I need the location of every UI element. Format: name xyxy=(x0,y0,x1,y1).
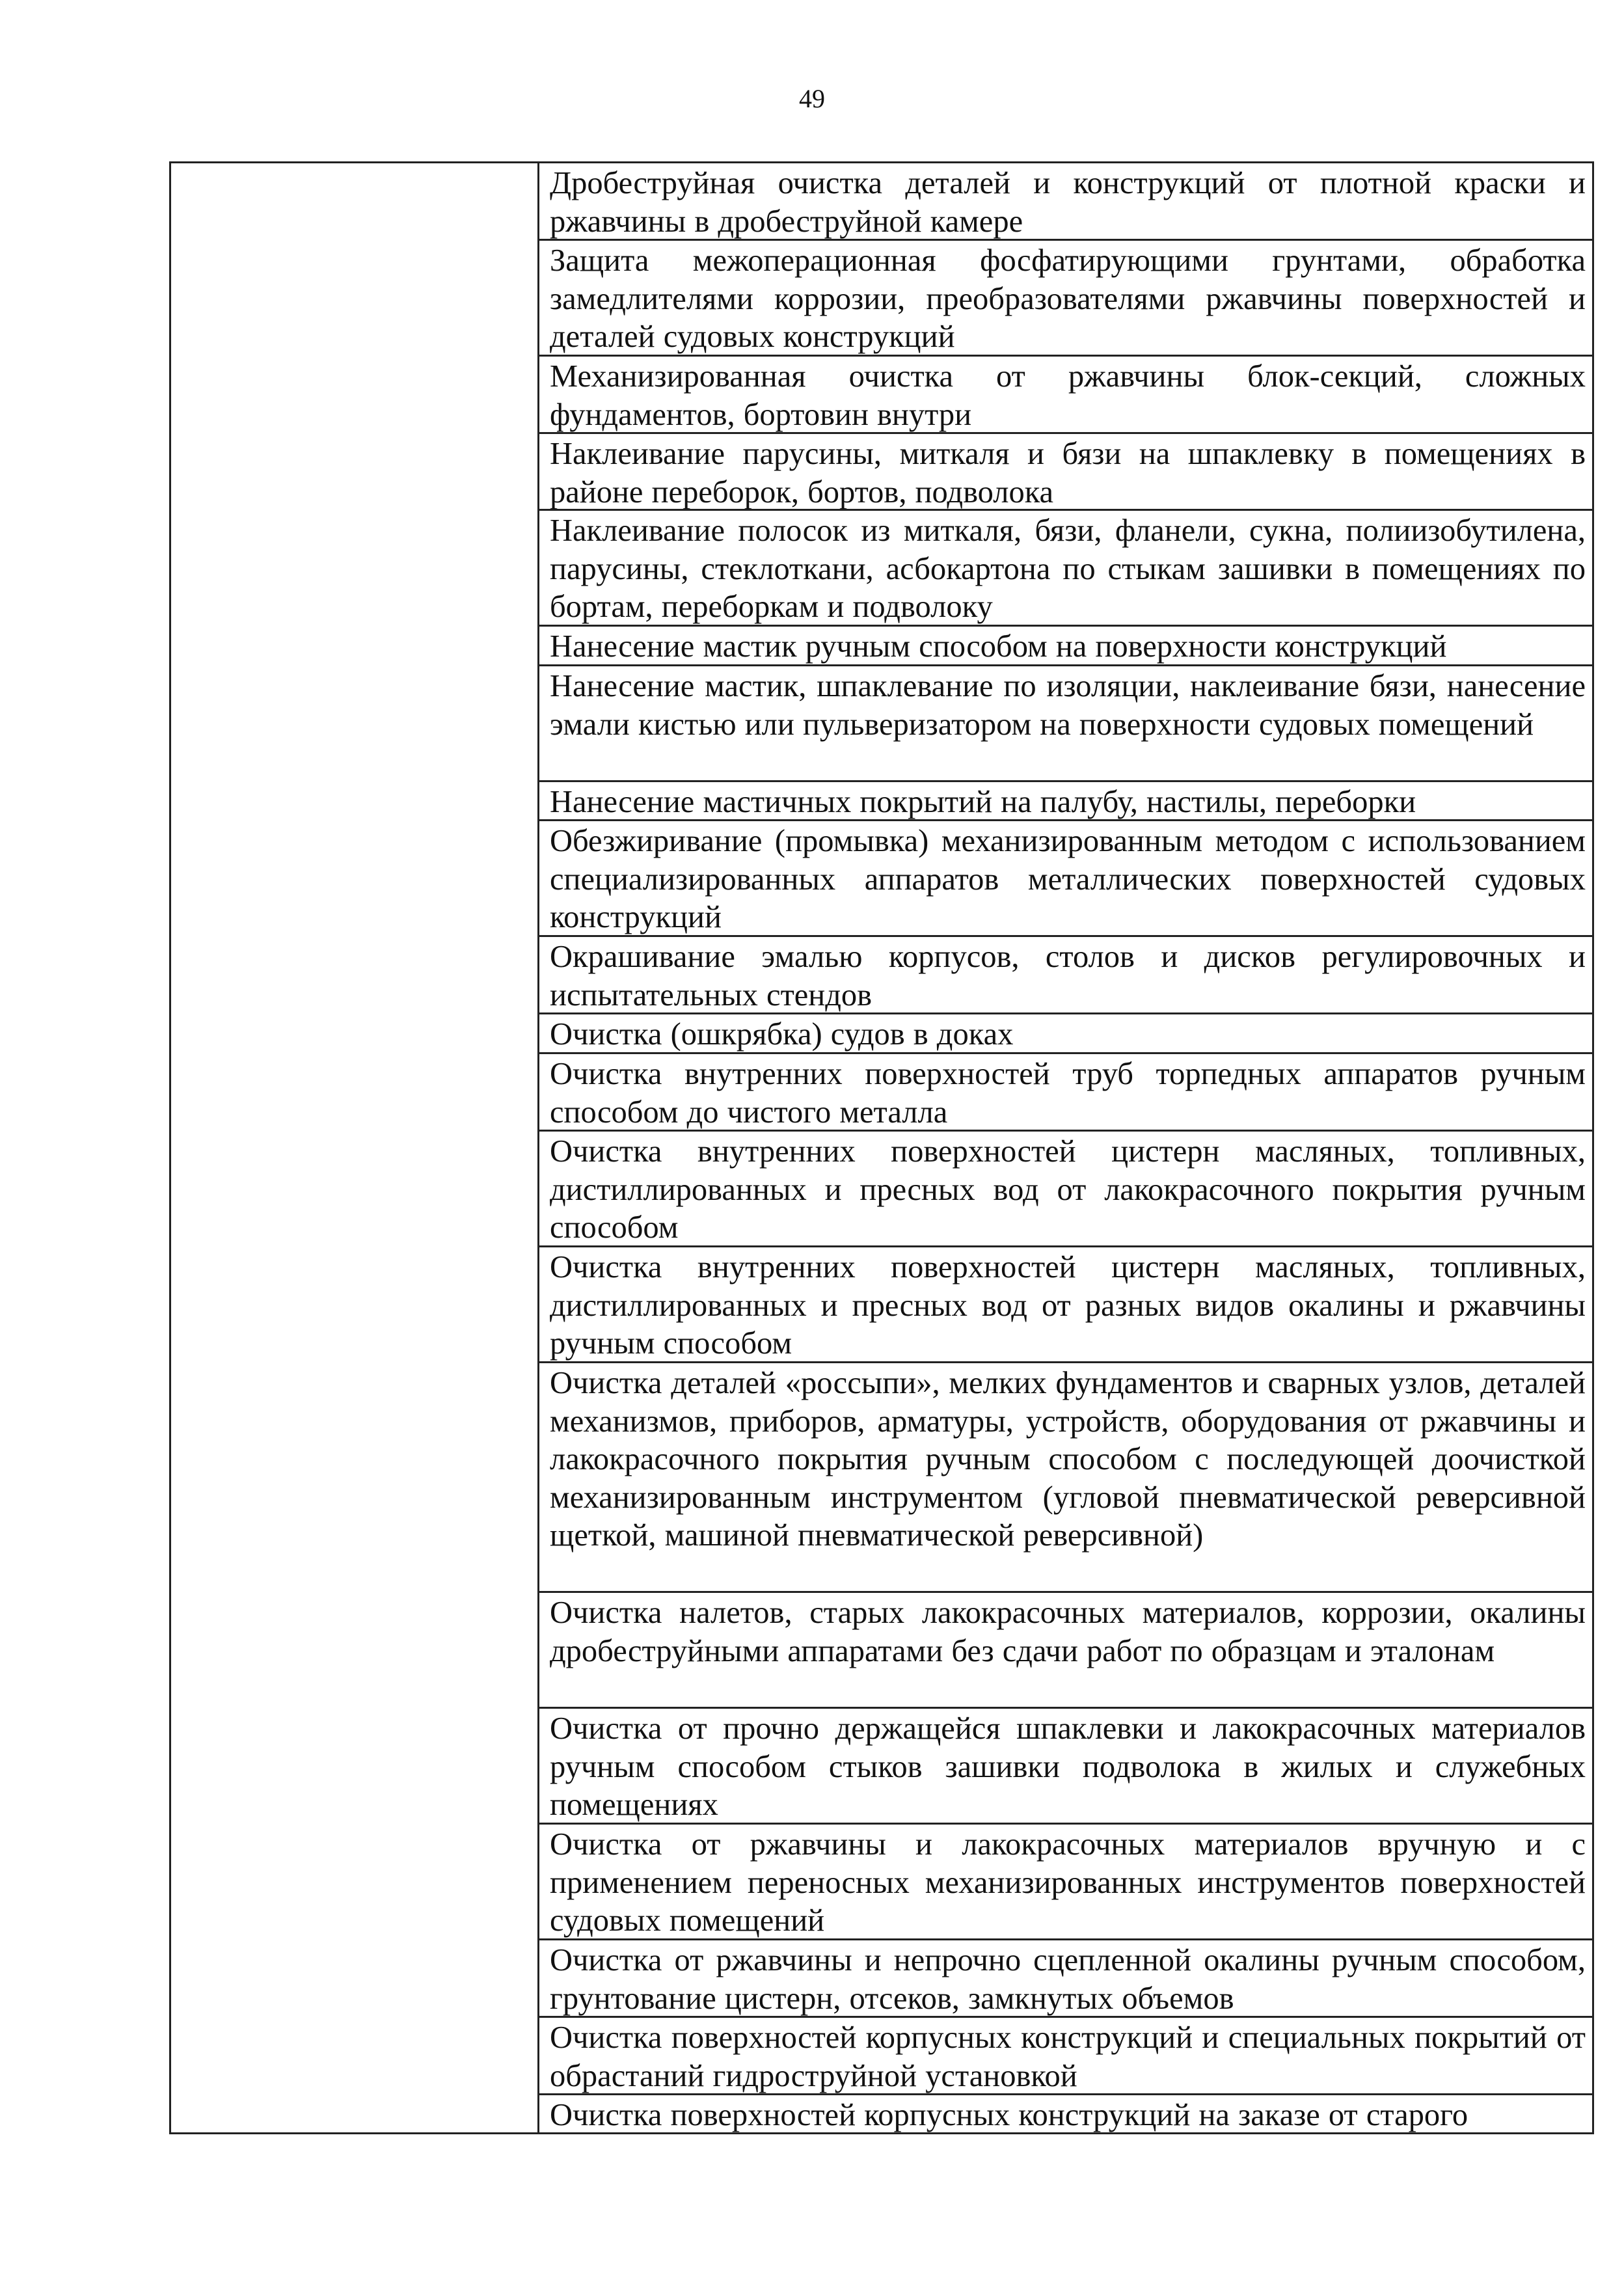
work-item-text: Нанесение мастик ручным способом на поверхности конструкций xyxy=(550,629,1447,664)
page-number: 49 xyxy=(799,84,825,113)
left-column-cell xyxy=(170,163,539,2134)
work-item-text: Очистка внутренних поверхностей труб торпедных аппаратов ручным способом до чистого металла xyxy=(550,1057,1586,1130)
work-item-text: Очистка от ржавчины и непрочно сцепленной окалины ручным способом, грунтование цистерн, отсеков, замкнутых объемов xyxy=(550,1943,1586,2016)
table-cell xyxy=(539,163,1593,240)
work-item-text: Окрашивание эмалью корпусов, столов и дисков регулировочных и испытательных стендов xyxy=(550,940,1586,1012)
work-item-text: Дробеструйная очистка деталей и конструкций от плотной краски и ржавчины в дробеструйной камере xyxy=(550,166,1586,239)
table-cell xyxy=(539,240,1593,356)
work-item-text: Очистка поверхностей корпусных конструкций и специальных покрытий от обрастаний гидроструйной установкой xyxy=(550,2020,1586,2093)
work-item-text: Очистка от ржавчины и лакокрасочных материалов вручную и с применением переносных механизированных инструментов поверхностей судовых помещений xyxy=(550,1827,1586,1938)
work-item-text: Защита межоперационная фосфатирующими грунтами, обработка замедлителями коррозии, преобразователями ржавчины поверхностей и деталей судовых конструкций xyxy=(550,243,1586,354)
table-cell xyxy=(539,433,1593,510)
table-cell xyxy=(539,1708,1593,1824)
table-cell xyxy=(539,1824,1593,1940)
table-cell xyxy=(539,821,1593,936)
table-cell xyxy=(539,1247,1593,1363)
table-cell xyxy=(539,1592,1593,1708)
work-item-text: Обезжиривание (промывка) механизированным методом с использованием специализированных аппаратов металлических поверхностей судовых конструкций xyxy=(550,824,1586,934)
table-cell xyxy=(539,666,1593,781)
table-cell xyxy=(539,510,1593,626)
work-item-text: Наклеивание парусины, миткаля и бязи на шпаклевку в помещениях в районе переборок, бортов, подволока xyxy=(550,437,1586,509)
table-cell xyxy=(539,1940,1593,2017)
work-item-text: Очистка деталей «россыпи», мелких фундаментов и сварных узлов, деталей механизмов, приборов, арматуры, устройств, оборудования от ржавчины и лакокрасочного покрытия ручным способом с последующей доочисткой механизированным инструментом (угловой пневматической реверсивной щеткой, машиной пневматической реверсивной) xyxy=(550,1366,1586,1553)
table-cell xyxy=(539,1131,1593,1247)
work-item-text: Очистка налетов, старых лакокрасочных материалов, коррозии, окалины дробеструйными аппаратами без сдачи работ по образцам и эталонам xyxy=(550,1596,1586,1668)
work-types-table xyxy=(169,161,1594,2134)
work-item-text: Очистка от прочно держащейся шпаклевки и лакокрасочных материалов ручным способом стыков зашивки подволока в жилых и служебных помещениях xyxy=(550,1711,1586,1822)
table-cell xyxy=(539,2017,1593,2095)
table-cell xyxy=(539,626,1593,666)
work-item-text: Очистка поверхностей корпусных конструкций на заказе от старого xyxy=(550,2098,1468,2132)
table-cell xyxy=(539,936,1593,1014)
table-cell xyxy=(539,2095,1593,2134)
table-row xyxy=(170,163,1593,240)
table-cell xyxy=(539,1014,1593,1053)
table-body xyxy=(170,163,1593,2134)
work-item-text: Нанесение мастичных покрытий на палубу, настилы, переборки xyxy=(550,785,1416,819)
work-item-text: Очистка внутренних поверхностей цистерн масляных, топливных, дистиллированных и пресных вод от разных видов окалины и ржавчины ручным способом xyxy=(550,1250,1586,1361)
table-cell xyxy=(539,1363,1593,1592)
table-cell xyxy=(539,781,1593,821)
work-item-text: Нанесение мастик, шпаклевание по изоляции, наклеивание бязи, нанесение эмали кистью или пульверизатором на поверхности судовых помещений xyxy=(550,669,1586,742)
work-item-text: Наклеивание полосок из миткаля, бязи, фланели, сукна, полиизобутилена, парусины, стеклоткани, асбокартона по стыкам зашивки в помещениях по бортам, переборкам и подволоку xyxy=(550,513,1586,624)
work-item-text: Очистка внутренних поверхностей цистерн масляных, топливных, дистиллированных и пресных вод от лакокрасочного покрытия ручным способом xyxy=(550,1134,1586,1245)
table-cell xyxy=(539,1053,1593,1131)
work-item-text: Механизированная очистка от ржавчины блок-секций, сложных фундаментов, бортовин внутри xyxy=(550,359,1586,432)
work-item-text: Очистка (ошкрябка) судов в доках xyxy=(550,1017,1014,1052)
table-cell xyxy=(539,356,1593,433)
